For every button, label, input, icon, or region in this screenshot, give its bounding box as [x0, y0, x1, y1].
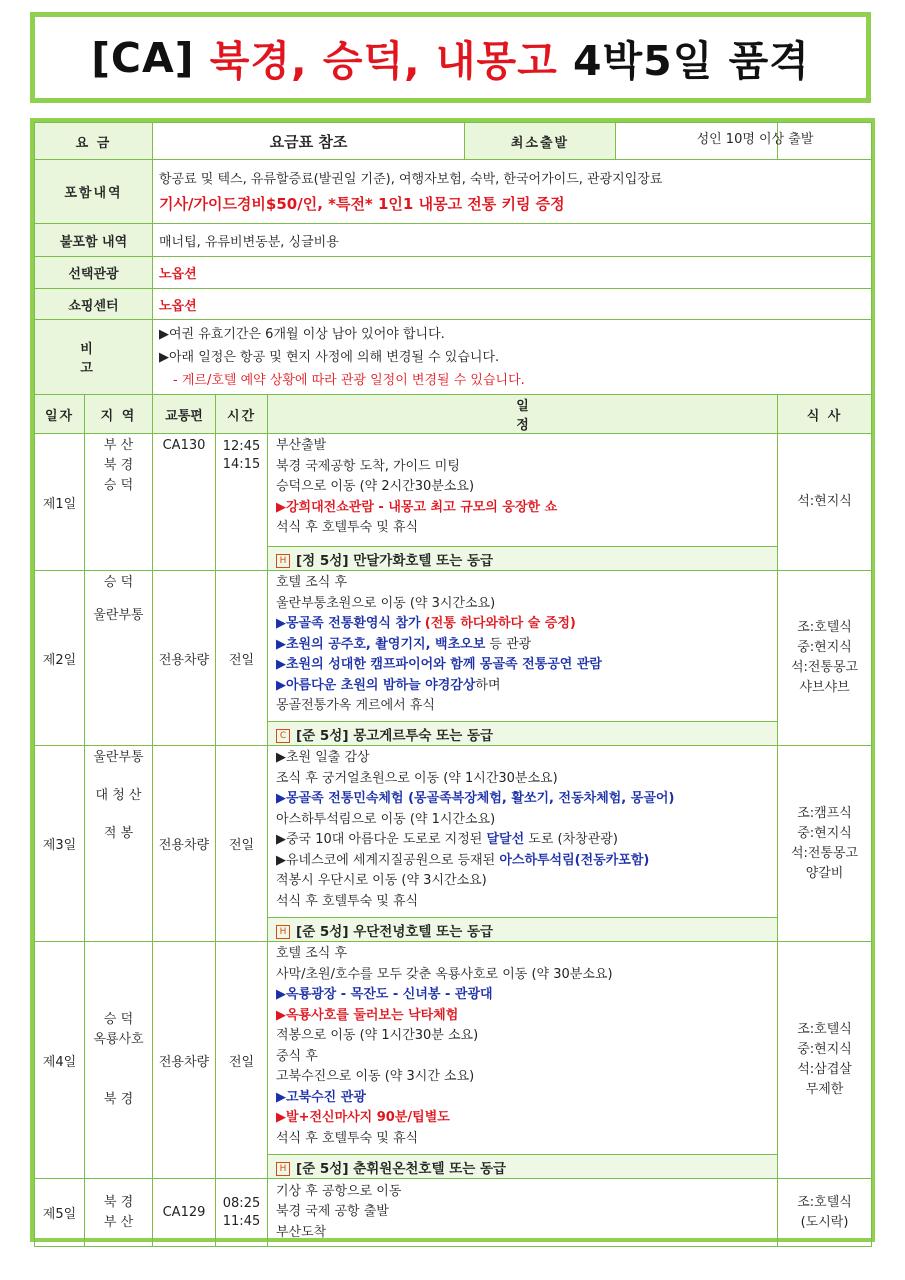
day5-schedule: 기상 후 공항으로 이동 북경 국제 공항 출발 부산도착: [268, 1179, 778, 1247]
title-prefix: [CA]: [91, 33, 195, 82]
day2-times: 전일: [216, 571, 268, 746]
fee-label: 요 금: [35, 123, 153, 160]
day1-label: 제1일: [35, 434, 85, 571]
header-meal: 식 사: [778, 395, 872, 434]
option-row: [35, 257, 872, 289]
shopping-row: [35, 289, 872, 320]
header-transport: 교통편: [153, 395, 216, 434]
day1-meals: 석:현지식: [778, 434, 872, 571]
day4-schedule: 호텔 조식 후 사막/초원/호수를 모두 갖춘 옥룡사호로 이동 (약 30분소요) ▶옥룡광장 - 목잔도 - 신녀봉 - 관광대 ▶옥룡사호를 둘러보는 낙타체험 적봉으로 이동 (약 1시간30분 소요) 중식 후 고북수진으로 이동 (약 3시간 소요) ▶고북수진 관광 ▶발+전신마사지 90분/팁별도 석식 후 호텔투숙 및 휴식: [268, 942, 778, 1155]
day1-hotel: H [정 5성] 만달가화호텔 또는 동급: [268, 547, 778, 571]
day2-schedule: 호텔 조식 후 울란부통초원으로 이동 (약 3시간소요) ▶몽골족 전통환영식 참가 (전통 하다와하다 술 증정) ▶초원의 공주호, 촬영기지, 백초오보 등 관광 ▶초원의 성대한 캠프파이어와 함께 몽골족 전통공연 관람 ▶아름다운 초원의 밤하늘 야경감상하며 몽골전통가옥 게르에서 휴식: [268, 571, 778, 722]
day1-times: 12:45 14:15: [216, 434, 268, 571]
note-label: 비 고: [35, 320, 153, 395]
day3-transport: 전용차량: [153, 746, 216, 942]
min-departure-text: 성인 10명 이상 출발: [696, 132, 814, 147]
note-line-1: ▶여권 유효기간은 6개월 이상 남아 있어야 합니다.: [159, 326, 445, 342]
day4-hotel: H [준 5성] 춘휘원온천호텔 또는 동급: [268, 1155, 778, 1179]
day1-places: 부 산 북 경 승 덕: [85, 434, 153, 571]
header-day: 일자: [35, 395, 85, 434]
day3-places: 울란부통 대 청 산 적 봉: [85, 746, 153, 942]
day4-transport: 전용차량: [153, 942, 216, 1179]
exclude-value: 매너팁, 유류비변동분, 싱글비용: [153, 224, 872, 257]
note-row: [35, 320, 872, 395]
shopping-value: 노옵션: [153, 289, 872, 320]
note-line-2: ▶아래 일정은 항공 및 현지 사정에 의해 변경될 수 있습니다.: [159, 349, 500, 365]
document-title: [30, 12, 871, 103]
header-time: 시간: [216, 395, 268, 434]
title-suffix: 4박5일 품격: [573, 37, 810, 85]
day1-schedule: 부산출발 북경 국제공항 도착, 가이드 미팅 승덕으로 이동 (약 2시간30분소요) ▶강희대전쇼관람 - 내몽고 최고 규모의 웅장한 쇼 석식 후 호텔투숙 및 휴식: [268, 434, 778, 547]
header-schedule: 일 정: [268, 395, 778, 434]
include-row: [35, 160, 872, 224]
day4-row: [35, 942, 872, 1155]
exclude-label: 불포함 내역: [35, 224, 153, 257]
day3-schedule: ▶초원 일출 감상 조식 후 궁거얼초원으로 이동 (약 1시간30분소요) ▶몽골족 전통민속체험 (몽골족복장체험, 활쏘기, 전동차체험, 몽골어) 아스하투석림으로 이동 (약 1시간소요) ▶중국 10대 아름다운 도로로 지정된 달달선 도로 (차창관광) ▶유네스코에 세계지질공원으로 등재된 아스하투석림(전동카포함) 적봉시 우단시로 이동 (약 3시간소요) 석식 후 호텔투숙 및 휴식: [268, 746, 778, 918]
day2-row: [35, 571, 872, 722]
day5-meals: 조:호텔식 (도시락): [778, 1179, 872, 1247]
day4-meals: 조:호텔식 중:현지식 석:삼겹살 무제한: [778, 942, 872, 1179]
day2-hotel: C [준 5성] 몽고게르투숙 또는 동급: [268, 722, 778, 746]
hotel-icon: H: [276, 554, 290, 568]
fee-value: 요금표 참조: [153, 123, 465, 159]
note-line-3: - 게르/호텔 예약 상황에 따라 관광 일정이 변경될 수 있습니다.: [173, 372, 525, 388]
include-line-2: 기사/가이드경비$50/인, *특전* 1인1 내몽고 전통 키링 증정: [159, 194, 565, 213]
day5-row: [35, 1179, 872, 1247]
day4-places: 승 덕 옥룡사호 북 경: [85, 942, 153, 1179]
title-chengde: 승덕,: [322, 37, 421, 85]
option-label: 선택관광: [35, 257, 153, 289]
day2-meals: 조:호텔식 중:현지식 석:전통몽고 샤브샤브: [778, 571, 872, 746]
day5-label: 제5일: [35, 1179, 85, 1247]
day3-label: 제3일: [35, 746, 85, 942]
include-label: 포함내역: [35, 160, 153, 224]
exclude-row: [35, 224, 872, 257]
include-line-1: 항공료 및 텍스, 유류할증료(발권일 기준), 여행자보험, 숙박, 한국어가이드, 관광지입장료: [159, 171, 663, 187]
day1-row: [35, 434, 872, 547]
day2-label: 제2일: [35, 571, 85, 746]
day5-places: 북 경 부 산: [85, 1179, 153, 1247]
option-value: 노옵션: [153, 257, 872, 289]
hotel-icon: H: [276, 1162, 290, 1176]
min-departure-label: 최소출발: [465, 123, 616, 159]
schedule-header-row: [35, 395, 872, 434]
day1-transport: CA130: [153, 434, 216, 571]
day2-places: 승 덕 울란부통: [85, 571, 153, 746]
day4-label: 제4일: [35, 942, 85, 1179]
title-inner-mongolia: 내몽고: [435, 37, 558, 85]
day5-times: 08:25 11:45: [216, 1179, 268, 1247]
hotel-icon: H: [276, 925, 290, 939]
shopping-label: 쇼핑센터: [35, 289, 153, 320]
day4-times: 전일: [216, 942, 268, 1179]
title-beijing: 북경,: [209, 37, 308, 85]
header-place: 지 역: [85, 395, 153, 434]
day3-row: [35, 746, 872, 918]
itinerary-frame: [30, 118, 875, 1242]
day3-hotel: H [준 5성] 우단전녕호텔 또는 동급: [268, 918, 778, 942]
day3-times: 전일: [216, 746, 268, 942]
camp-icon: C: [276, 729, 290, 743]
day3-meals: 조:캠프식 중:현지식 석:전통몽고 양갈비: [778, 746, 872, 942]
day5-transport: CA129: [153, 1179, 216, 1247]
day2-transport: 전용차량: [153, 571, 216, 746]
itinerary-table: [34, 122, 872, 1247]
